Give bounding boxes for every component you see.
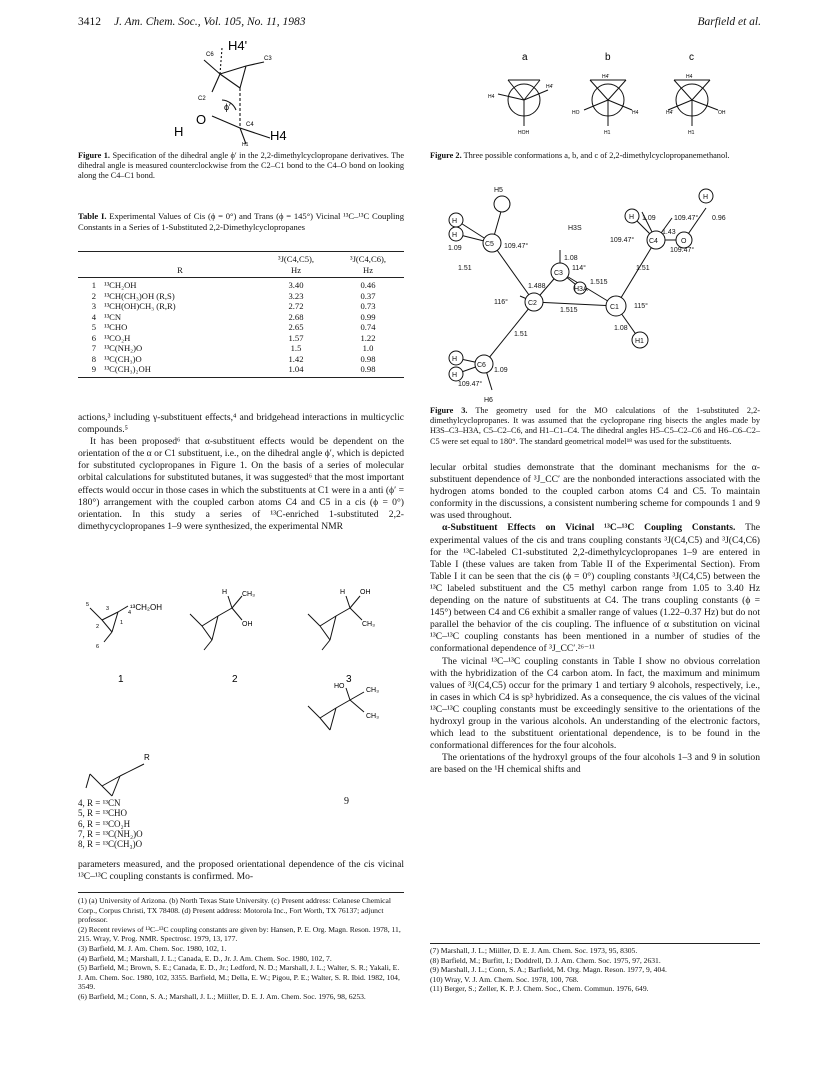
fig3-label: C6	[477, 362, 486, 369]
row-j-c4c6: 0.74	[360, 322, 376, 332]
caption-text: The geometry used for the MO calculations of the 1-substituted 2,2-dimethylcyclopropanes. It was assumed that the cyclopropane ring bisects the angles made by H3S–C3–H3A, C5–C2–C6, and H1–C1–C4. The dihedral angles H5–C5–C2–C6 and H6–C6–C2–C5 were set equal to 180°. The standard geometrical model¹⁸ was used for the substituents.	[430, 406, 760, 446]
table-row	[78, 322, 404, 333]
fig1-label: H4	[270, 128, 287, 143]
structure-4-8	[82, 748, 172, 800]
fig1-label: C4	[246, 122, 254, 128]
section-heading: α-Substituent Effects on Vicinal ¹³C–¹³C Coupling Constants.	[442, 522, 736, 534]
caption-label: Figure 2.	[430, 151, 462, 160]
footnote: (7) Marshall, J. L.; Miiller, D. E. J. Am. Chem. Soc. 1973, 95, 8305.	[430, 946, 638, 955]
page-number: 3412	[78, 16, 101, 28]
caption-text: Three possible conformations a, b, and c of 2,2-dimethylcyclopropanemethanol.	[463, 151, 730, 160]
paragraph: The experimental values of the cis and trans coupling constants ³J(C4,C5) and ³J(C4,C6) for the ¹³C-labeled C1-substituted 2,2-dimethylcyclopropanes 1–9 are entered in Table I (these values are taken from Table II of the Experimental Section). From Table I it can be seen that the cis (ϕ = 0°) coupling constants ³J(C4,C5) between the ¹³C labeled substituent and the C5 methyl carbon range from 1.05 to 3.40 Hz depending on the nature of substituents at C4. The trans coupling constants (ϕ = 145°) between C4 and C6 exhibit a smaller range of values (1.22–0.37 Hz) but do not parallel the behavior of the cis coupling. The influence of α substitution on vicinal ¹³C–¹³C coupling constants has been mentioned in a number of studies of the conformational dependence of ³J_CC′.²⁶⁻¹¹	[430, 522, 760, 655]
row-number: 4	[91, 311, 96, 322]
fig3-label: H	[629, 214, 635, 221]
footnotes-right	[430, 946, 760, 994]
row-j-c4c6: 0.46	[360, 280, 376, 290]
substituent-label: CH₃	[362, 621, 375, 628]
fig2-label: H4'	[546, 84, 554, 90]
fig3-label: 109.47°	[670, 247, 695, 254]
atom-label: H	[340, 589, 346, 596]
row-number: 6	[91, 332, 96, 343]
fig3-label: 1.515	[560, 307, 578, 314]
compound-number: 3	[346, 674, 352, 685]
col-b-header: ³J(C4,C6),	[350, 254, 386, 264]
footnote: (8) Barfield, M.; Burfitt, I.; Doddrell, D. J. Am. Chem. Soc. 1975, 97, 2631.	[430, 955, 661, 965]
fig3-label: H	[452, 372, 458, 379]
row-j-c4c5: 3.40	[288, 280, 304, 290]
row-number: 1	[91, 280, 96, 290]
footnote: (9) Marshall, J. L.; Conn, S. A.; Barfield, M. Org. Magn. Reson. 1977, 9, 404.	[430, 965, 667, 975]
row-j-c4c5: 2.65	[288, 322, 304, 332]
fig2-label: OH	[718, 110, 726, 116]
fig3-label: 1.51	[636, 265, 650, 272]
row-j-c4c5: 1.04	[288, 364, 304, 374]
fig3-label: C3	[554, 270, 563, 277]
fig3-label: H5	[494, 187, 503, 194]
list-item: 4, R = ¹³CN	[78, 798, 121, 808]
fig1-label: H4'	[228, 40, 248, 53]
fig2-label: H4	[686, 74, 693, 80]
fig3-label: 1.08	[614, 325, 628, 332]
figure-1-drawing	[160, 40, 330, 148]
fig3-label: H	[452, 232, 458, 239]
fig3-label: 109.47°	[458, 381, 483, 388]
col-a-unit: Hz	[290, 264, 302, 275]
row-j-c4c6: 0.73	[360, 301, 376, 311]
structures-1-2-3	[82, 584, 404, 734]
paragraph: The orientations of the hydroxyl groups of the four alcohols 1–3 and 9 in solution are based on the ¹H chemical shifts and	[430, 752, 760, 776]
footnote: (10) Wray, V. J. Am. Chem. Soc. 1978, 100, 768.	[430, 974, 579, 984]
fig3-label: C4	[649, 238, 658, 245]
fig3-label: 109.47°	[674, 215, 699, 222]
row-j-c4c6: 1.22	[360, 332, 376, 343]
row-j-c4c6: 1.0	[362, 343, 374, 353]
footnote-rule	[430, 943, 760, 944]
ring-number: 6	[96, 644, 100, 650]
figure-2-caption	[430, 151, 760, 161]
fig3-label: 1.09	[642, 215, 656, 222]
fig1-label: C2	[198, 96, 206, 102]
fig3-label: H1	[635, 338, 644, 345]
footnote: (11) Berger, S.; Zeller, K. P. J. Chem. Soc., Chem. Commun. 1976, 649.	[430, 984, 649, 994]
ring-number: 1	[120, 620, 124, 626]
footnote: (5) Barfield, M.; Brown, S. E.; Canada, E. D., Jr.; Ledford, N. D.; Marshall, J. L.; Walter, S. R.; Yakali, E. J. Am. Chem. Soc. 1980, 102, 3355. Barfield, M.; Della, E. W.; Pigou, P. E.; Walter, S. R. Ibid. 1982, 104, 3549.	[78, 963, 400, 992]
table-row	[78, 343, 404, 354]
running-author: Barfield et al.	[697, 16, 761, 28]
row-number: 9	[91, 364, 96, 374]
caption-label: Figure 1.	[78, 151, 111, 160]
footnote: (6) Barfield, M.; Conn, S. A.; Marshall, J. L.; Miiller, D. E. J. Am. Chem. Soc. 1976, 98, 6253.	[78, 991, 366, 1001]
list-item: 6, R = ¹³CO₂H	[78, 818, 131, 829]
compound-number-9: 9	[344, 796, 349, 807]
col-r-label: R	[177, 264, 183, 275]
footnote-rule	[78, 892, 404, 893]
row-substituent: ¹³CH₂OH	[104, 280, 137, 290]
fig1-label: O	[196, 112, 207, 127]
footnote: (2) Recent reviews of ¹³C–¹³C coupling constants are given by: Hansen, P. E. Org. Magn. Reson. 1978, 11, 215. Wray, V. Prog. NMR. Spectrosc. 1979, 13, 177.	[78, 924, 401, 944]
ring-number: 3	[106, 606, 110, 612]
fig2-label: H4	[488, 94, 495, 100]
fig2-label: H4'	[602, 74, 610, 80]
fig2-label: H1	[604, 130, 611, 136]
row-j-c4c6: 0.99	[360, 311, 376, 322]
table-top-rule	[78, 251, 404, 252]
footnote: (1) (a) University of Arizona. (b) North Texas State University. (c) Present address: Celanese Chemical Corp., Corpus Christi, TX 78408. (d) Present address: Motorola Inc., Fort Worth, TX 76137; adjunct professor.	[78, 896, 392, 925]
fig3-label: C5	[485, 241, 494, 248]
fig2-label: H1	[688, 130, 695, 136]
row-number: 3	[91, 301, 96, 311]
table-row	[78, 333, 404, 344]
fig3-label: 109.47°	[504, 243, 529, 250]
r-group-list	[78, 798, 143, 849]
atom-label: H	[222, 589, 228, 596]
fig2-label: H4	[632, 110, 639, 116]
row-j-c4c5: 1.42	[288, 353, 304, 364]
r-label: R	[144, 753, 150, 762]
table-row	[78, 280, 404, 291]
substituent-label: CH₃	[366, 687, 379, 694]
ring-number: 4	[128, 610, 132, 616]
fig1-label: C3	[264, 56, 272, 62]
substituent-label: CH₃	[242, 591, 255, 598]
substituent-label: ¹³CH₂OH	[130, 603, 162, 612]
row-substituent: ¹³CN	[104, 311, 122, 322]
row-number: 8	[91, 353, 96, 364]
table-1-title	[78, 211, 404, 232]
col-r-header	[100, 254, 260, 265]
list-item: 8, R = ¹³C(CH₃)O	[78, 839, 143, 850]
row-j-c4c5: 2.72	[288, 301, 304, 311]
row-j-c4c6: 0.37	[360, 290, 376, 301]
fig3-label: 116°	[494, 299, 508, 306]
ring-number: 2	[96, 624, 100, 630]
fig3-label: H	[452, 356, 458, 363]
row-j-c4c5: 2.68	[288, 311, 304, 322]
fig1-label: H	[174, 124, 184, 139]
caption-text: Specification of the dihedral angle ϕ′ in the 2,2-dimethylcyclopropane derivatives. The dihedral angle is measured counterclockwise from the C2–C1 bond to the C4–O bond on looking along the C4–C1 bond.	[78, 151, 405, 181]
substituent-label: OH	[242, 621, 253, 628]
fig3-label: 1.09	[448, 245, 462, 252]
list-item: 7, R = ¹³C(NH₂)O	[78, 828, 143, 839]
fig3-label: H	[452, 218, 458, 225]
table-row	[78, 291, 404, 302]
col-a-header: ³J(C4,C5),	[278, 254, 314, 264]
fig3-label: C2	[528, 300, 537, 307]
col-b-unit: Hz	[362, 264, 374, 275]
row-number: 7	[91, 343, 96, 353]
caption-label: Figure 3.	[430, 406, 468, 415]
fig3-label: 1.08	[564, 255, 578, 262]
row-substituent: ¹³CHO	[104, 322, 128, 332]
row-substituent: ¹³CH(OH)CH₃ (R,R)	[104, 301, 176, 311]
row-substituent: ¹³C(NH₂)O	[104, 343, 143, 353]
fig3-label: 1.488	[528, 283, 546, 290]
ring-number: 5	[86, 602, 90, 608]
footnote: (3) Barfield, M. J. Am. Chem. Soc. 1980, 102, 1.	[78, 943, 227, 953]
fig3-label: O	[681, 238, 687, 245]
fig3-label: H3S	[568, 225, 582, 232]
phi-label: ϕ′	[224, 102, 231, 112]
fig3-label: C1	[610, 304, 619, 311]
table-label: Table I.	[78, 211, 107, 221]
figure-3-drawing	[430, 180, 762, 405]
paragraph: lecular orbital studies demonstrate that the dominant mechanisms for the α-substituent dependence of ³J_CC′ are the nonbonded interactions associated with the hydrogen atoms bonded to the coupled carbon atoms C4 and C5. To maintain conformity in the discussions, a consistent numbering scheme for compounds 1 and 9 was used throughout.	[430, 462, 760, 522]
footnote: (4) Barfield, M.; Marshall, J. L.; Canada, E. D., Jr. J. Am. Chem. Soc. 1980, 102, 7.	[78, 953, 332, 963]
figure-1-caption	[78, 151, 404, 182]
journal-citation: J. Am. Chem. Soc., Vol. 105, No. 11, 1983	[114, 16, 306, 28]
conformation-label: a	[522, 52, 528, 63]
paragraph: It has been proposed⁶ that α-substituent effects would be dependent on the orientation of the α or C1 substituent, i.e., on the dihedral angle ϕ′, which is depicted for substituted cyclopropanes in Figure 1. On the basis of a series of molecular orbital calculations for substituted butanes, it was suggested⁶ that the most important effects would occur in those cases in which the substituents at C1 were in a anti (ϕ′ = 180°) arrangement with the coupled carbon atoms C4 and C5 in a cis (ϕ = 0°) orientation. In this study a series of ¹³C-enriched 1-substituted 2,2-dimethycyclopropanes 1–9 were synthesized, the experimental NMR	[78, 436, 404, 532]
substituent-label: HO	[334, 683, 345, 690]
fig2-label: H4'	[666, 110, 674, 116]
compound-number: 1	[118, 674, 124, 685]
fig2-label: HO	[572, 110, 580, 116]
row-j-c4c6: 0.98	[360, 353, 376, 364]
table-row	[78, 354, 404, 365]
figure-2-drawing	[484, 50, 734, 144]
fig1-label: H1	[242, 142, 249, 148]
row-j-c4c5: 1.5	[290, 343, 302, 353]
fig3-label: 0.96	[712, 215, 726, 222]
row-substituent: ¹³C(CH₃)₂OH	[104, 364, 151, 374]
row-j-c4c5: 1.57	[288, 332, 304, 343]
row-substituent: ¹³CO₂H	[104, 332, 131, 343]
compound-number: 2	[232, 674, 238, 685]
row-j-c4c5: 3.23	[288, 290, 304, 301]
fig3-label: 1.43	[662, 229, 676, 236]
paragraph: The vicinal ¹³C–¹³C coupling constants in Table I show no obvious correlation with the hybridization of the C4 carbon atom. In fact, the maximum and minimum values of ³J(C4,C5) occur for the primary 1 and tertiary 9 alcohols, respectively, i.e., in cases in which C4 is sp³ hybridized. As a consequence, the cis values of the vicinal ¹³C–¹³C coupling constants must be exceedingly sensitive to the orientations of the hydroxyl group in the various alcohols. An understanding of the electronic factors, which lead to the substituent orientational dependence, is to be found in the conformational differences for the four alcohols.	[430, 655, 760, 752]
table-1	[78, 254, 404, 378]
fig3-label: H6	[484, 397, 493, 404]
substituent-label: OH	[360, 589, 371, 596]
row-number: 2	[91, 290, 96, 301]
fig3-label: 1.51	[458, 265, 472, 272]
fig3-label: 1.51	[514, 331, 528, 338]
fig3-label: 109.47°	[610, 237, 635, 244]
right-column-body	[430, 462, 760, 776]
footnotes-left	[78, 896, 404, 1002]
table-row	[78, 364, 404, 375]
fig3-label: 1.515	[590, 279, 608, 286]
row-number: 5	[91, 322, 96, 332]
fig1-label: C6	[206, 52, 214, 58]
conformation-label: c	[689, 52, 694, 63]
table-row	[78, 301, 404, 312]
fig3-label: 115°	[634, 303, 648, 310]
left-column-body	[78, 412, 404, 533]
fig2-label: HOH	[518, 130, 530, 136]
paragraph: actions,³ including γ-substituent effects,⁴ and bridgehead interactions in multicyclic compounds.⁵	[78, 412, 404, 436]
list-item: 5, R = ¹³CHO	[78, 808, 127, 819]
fig3-label: H	[703, 194, 709, 201]
table-row	[78, 312, 404, 323]
fig3-label: 114°	[572, 265, 586, 272]
table-title-text: Experimental Values of Cis (ϕ = 0°) and Trans (ϕ = 145°) Vicinal ¹³C–¹³C Coupling Constants in a Series of 1-Substituted 2,2-Dimethylcyclopropanes	[78, 211, 404, 232]
row-substituent: ¹³C(CH₃)O	[104, 353, 142, 364]
left-column-continuation: parameters measured, and the proposed orientational dependence of the cis vicinal ¹³C–¹³C coupling constants is confirmed. Mo-	[78, 859, 404, 883]
figure-3-caption	[430, 406, 760, 447]
fig3-label: 1.09	[494, 367, 508, 374]
row-j-c4c6: 0.98	[360, 364, 376, 374]
conformation-label: b	[605, 52, 611, 63]
fig3-label: H3A	[574, 286, 588, 293]
row-substituent: ¹³CH(CH₃)OH (R,S)	[104, 290, 175, 301]
substituent-label: CH₃	[366, 713, 379, 720]
